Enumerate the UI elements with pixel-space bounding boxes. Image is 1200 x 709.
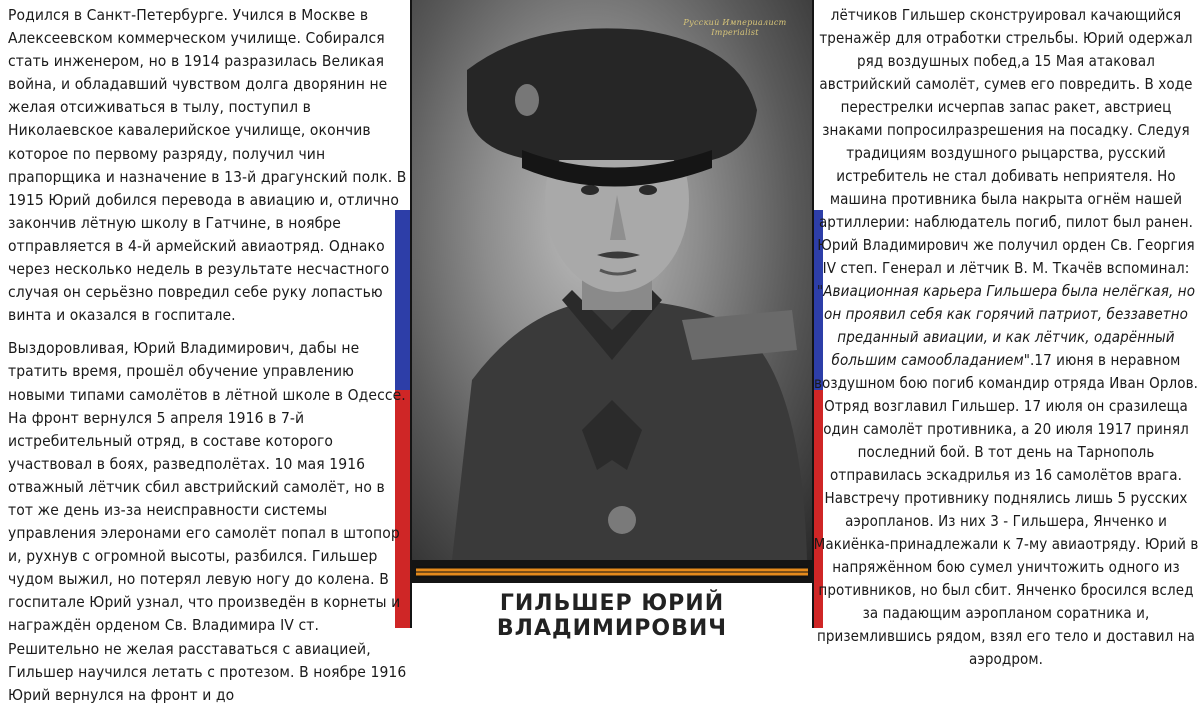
biography-paragraph-1: Родился в Санкт-Петербурге. Учился в Москве в Алексеевском коммерческом училище. Собирался стать инженером, но в 1914 разразилась Великая война, и обладавший чувством долга дворянин не желая отсиживаться в тылу, поступил в Николаевское кавалерийское училище, окончив которое по первому разряду, получил чин прапорщика и назначение в 13-й драгунский полк. В 1915 Юрий добился перевода в авиацию и, отлично закончив лётную школу в Гатчине, в ноябре отправляется в 4-й армейский авиаотряд. Однако через несколько недель в результате несчастного случая он серьёзно повредил себе руку лопастью винта и оказался в госпитале.: [8, 6, 407, 325]
biography-right-paragraph: [812, 4, 1200, 671]
tkachev-quote: "Авиационная карьера Гильшера была нелёгкая, но он проявил себя как горячий патриот, беззаветно преданный авиации, и как лётчик, одарённый большим самообладанием": [816, 282, 1196, 369]
biography-right-column: [812, 4, 1200, 673]
officer-portrait-illustration: [412, 0, 812, 560]
biography-left-column: [8, 4, 410, 709]
watermark-text: Русский Империалист Imperialist: [683, 18, 787, 37]
st-george-ribbon: [416, 566, 808, 578]
portrait-photo: [412, 0, 812, 560]
name-plate: [412, 583, 812, 641]
biography-paragraph-2: Выздоровливая, Юрий Владимирович, дабы не тратить время, прошёл обучение управлению новыми типами самолётов в лётной школе в Одессе. На фронт вернулся 5 апреля 1916 в 7-й истребительный отряд, в составе которого участвовал в боях, разведполётах. 10 мая 1916 отважный лётчик сбил австрийский самолёт, но в тот же день из-за неисправности системы управления элеронами его самолёт попал в штопор и, рухнув с огромной высоты, разбился. Гильшер чудом выжил, но потерял левую ногу до колена. В госпитале Юрий узнал, что произведён в корнеты и награждён орденом Св. Владимира IV ст. Решительно не желая расставаться с авиацией, Гильшер научился летать с протезом. В ноябре 1916 Юрий вернулся на фронт и до: [8, 339, 407, 704]
portrait-poster: [410, 0, 814, 641]
right-text-before-quote: лётчиков Гильшер сконструировал качающийся тренажёр для отработки стрельбы. Юрий одержал ряд воздушных побед,а 15 Мая атаковал австрийский самолёт, сумев его повредить. В ходе перестрелки исчерпав запас ракет, австриец знаками попросилразрешения на посадку. Следуя традициям воздушного рыцарства, русский истребитель не стал добивать неприятеля. Но машина противника была накрыта огнём нашей артиллерии: наблюдатель погиб, пилот был ранен. Юрий Владимирович же получил орден Св. Георгия IV степ. Генерал и лётчик В. М. Ткачёв вспоминал:: [817, 6, 1195, 277]
right-text-after-quote: .17 июня в неравном воздушном бою погиб командир отряда Иван Орлов. Отряд возглавил Гильшер. 17 июля он сразилеща один самолёт противника, а 20 июля 1917 принял последний бой. В тот день на Тарнополь отправилась эскадрилья из 16 самолётов врага. Навстречу противнику поднялись лишь 5 русских аэропланов. Из них 3 - Гильшера, Янченко и Макиёнка-принадлежали к 7-му авиаотряду. Юрий в напряжённом бою сумел уничтожить одного из противников, но был сбит. Янченко бросился вслед за падающим аэропланом соратника и, приземлившись рядом, взял его тело и доставил на аэродром.: [813, 351, 1199, 668]
person-name: ГИЛЬШЕР ЮРИЙ ВЛАДИМИРОВИЧ: [496, 591, 728, 641]
